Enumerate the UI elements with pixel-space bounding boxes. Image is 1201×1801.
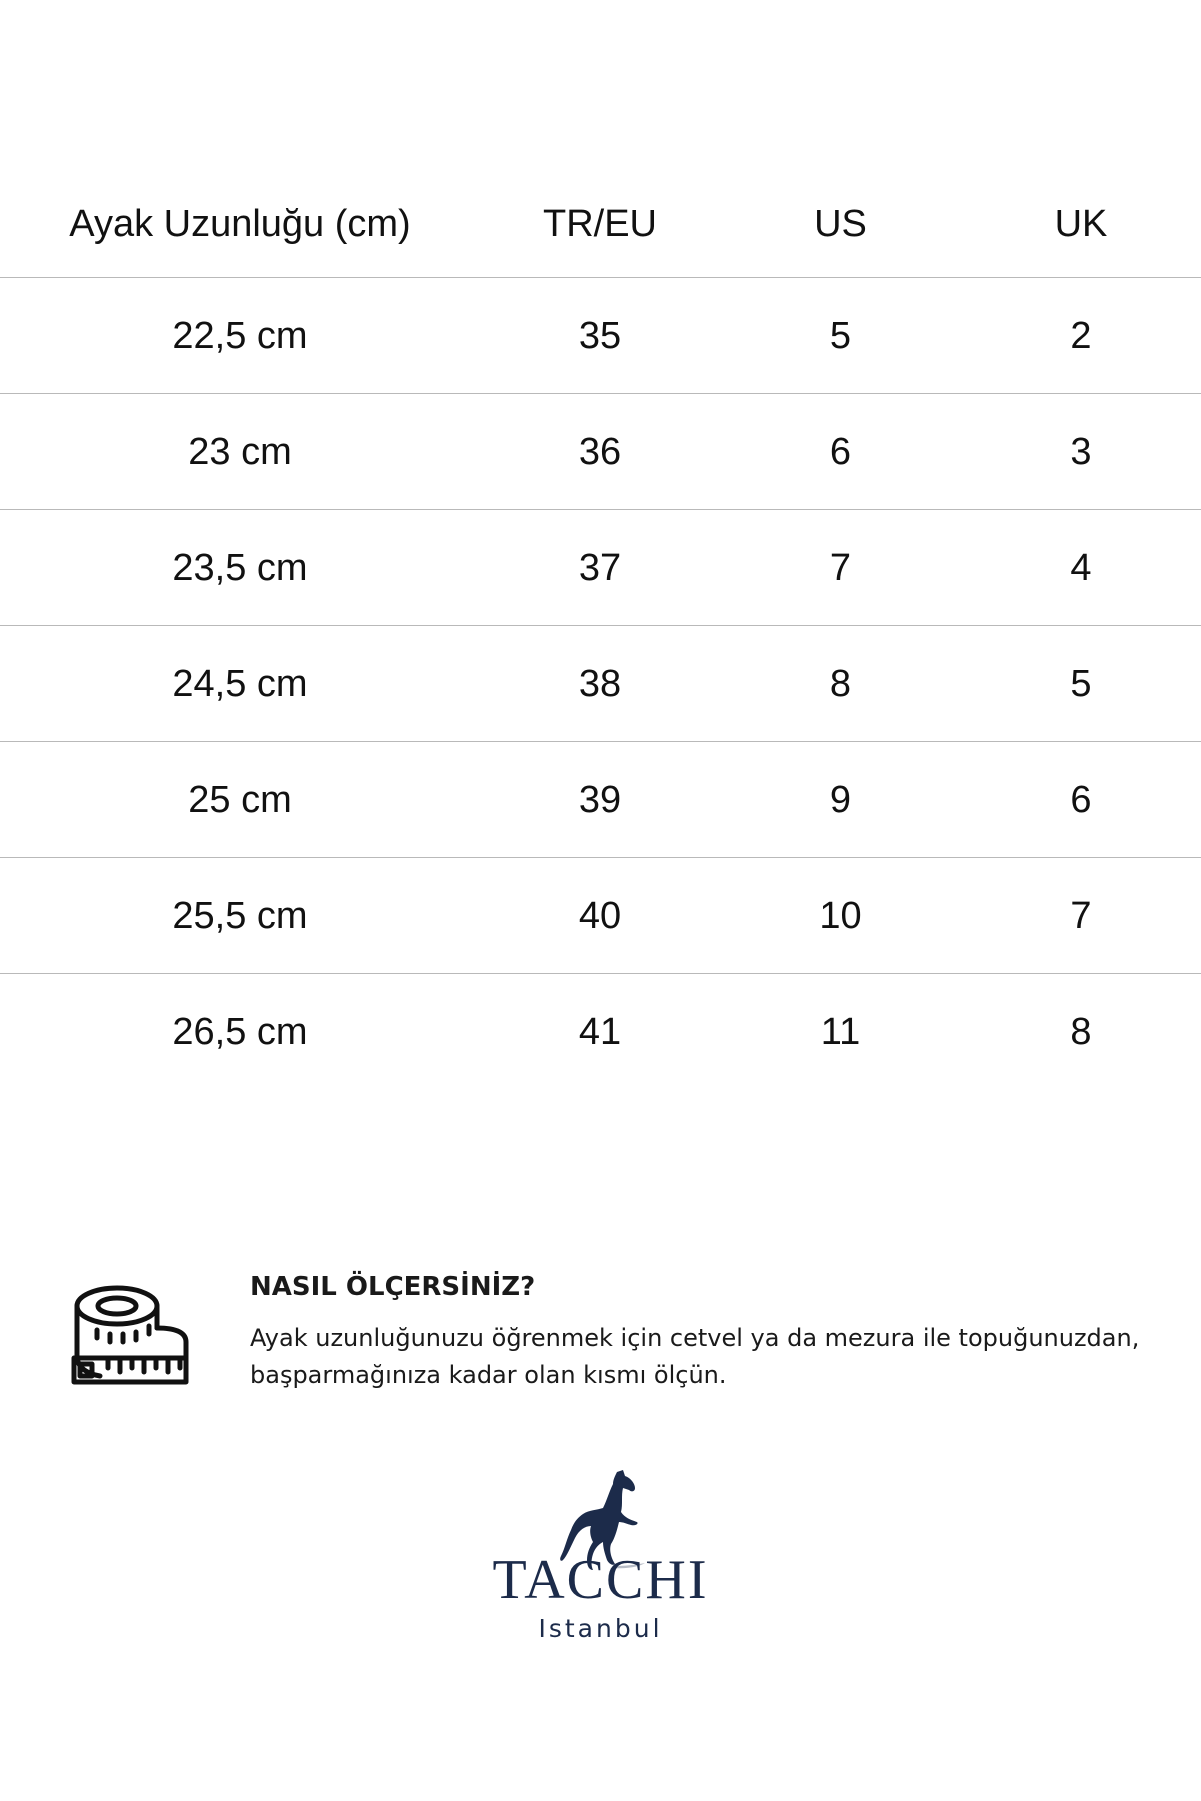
table-row: [0, 278, 1201, 394]
table-header-row: [0, 170, 1201, 278]
measure-title: NASIL ÖLÇERSİNİZ?: [250, 1272, 536, 1302]
table-row: [0, 510, 1201, 626]
size-chart-table: [0, 170, 1201, 1090]
cell-tr-eu: 41: [578, 1011, 622, 1053]
table-row: [0, 742, 1201, 858]
cell-us: 8: [829, 662, 852, 705]
cell-foot-length: 23,5 cm: [172, 546, 308, 589]
cell-us: 5: [829, 314, 852, 357]
how-to-measure-section: [0, 1260, 1201, 1410]
table-row: [0, 626, 1201, 742]
measure-instructions: Ayak uzunluğunuzu öğrenmek için cetvel ya da mezura ile topuğunuzdan, başparmağınıza kadar olan kısmı ölçün.: [250, 1324, 1140, 1389]
cell-uk: 8: [1070, 1011, 1092, 1053]
header-uk: UK: [1054, 202, 1108, 245]
measuring-tape-icon: [70, 1280, 192, 1392]
table-row: [0, 974, 1201, 1090]
header-foot-length: Ayak Uzunluğu (cm): [69, 202, 411, 245]
cell-tr-eu: 40: [578, 894, 622, 937]
table-row: [0, 394, 1201, 510]
cell-uk: 2: [1070, 314, 1092, 357]
cell-foot-length: 25,5 cm: [172, 894, 308, 937]
cell-uk: 3: [1070, 430, 1092, 473]
cell-tr-eu: 35: [578, 314, 622, 357]
cell-us: 11: [820, 1011, 861, 1053]
cell-us: 10: [819, 894, 862, 937]
brand-logo: [0, 1460, 1201, 1660]
cell-tr-eu: 37: [578, 546, 622, 589]
header-tr-eu: TR/EU: [543, 202, 657, 245]
cell-us: 9: [829, 778, 852, 821]
cell-us: 6: [829, 430, 852, 473]
table-row: [0, 858, 1201, 974]
cell-foot-length: 22,5 cm: [172, 314, 308, 357]
brand-subtitle: Istanbul: [538, 1614, 663, 1643]
brand-name: TACCHI: [492, 1549, 709, 1611]
cell-foot-length: 25 cm: [188, 778, 292, 821]
cell-foot-length: 23 cm: [188, 430, 292, 473]
cell-uk: 4: [1070, 546, 1092, 589]
cell-tr-eu: 36: [578, 430, 622, 473]
cell-tr-eu: 38: [578, 662, 622, 705]
cell-tr-eu: 39: [578, 778, 622, 821]
cell-uk: 6: [1070, 778, 1092, 821]
cell-us: 7: [829, 546, 852, 589]
cell-foot-length: 24,5 cm: [172, 662, 308, 705]
header-us: US: [814, 202, 867, 245]
cell-foot-length: 26,5 cm: [172, 1011, 308, 1053]
cell-uk: 7: [1070, 894, 1092, 937]
cell-uk: 5: [1070, 662, 1092, 705]
